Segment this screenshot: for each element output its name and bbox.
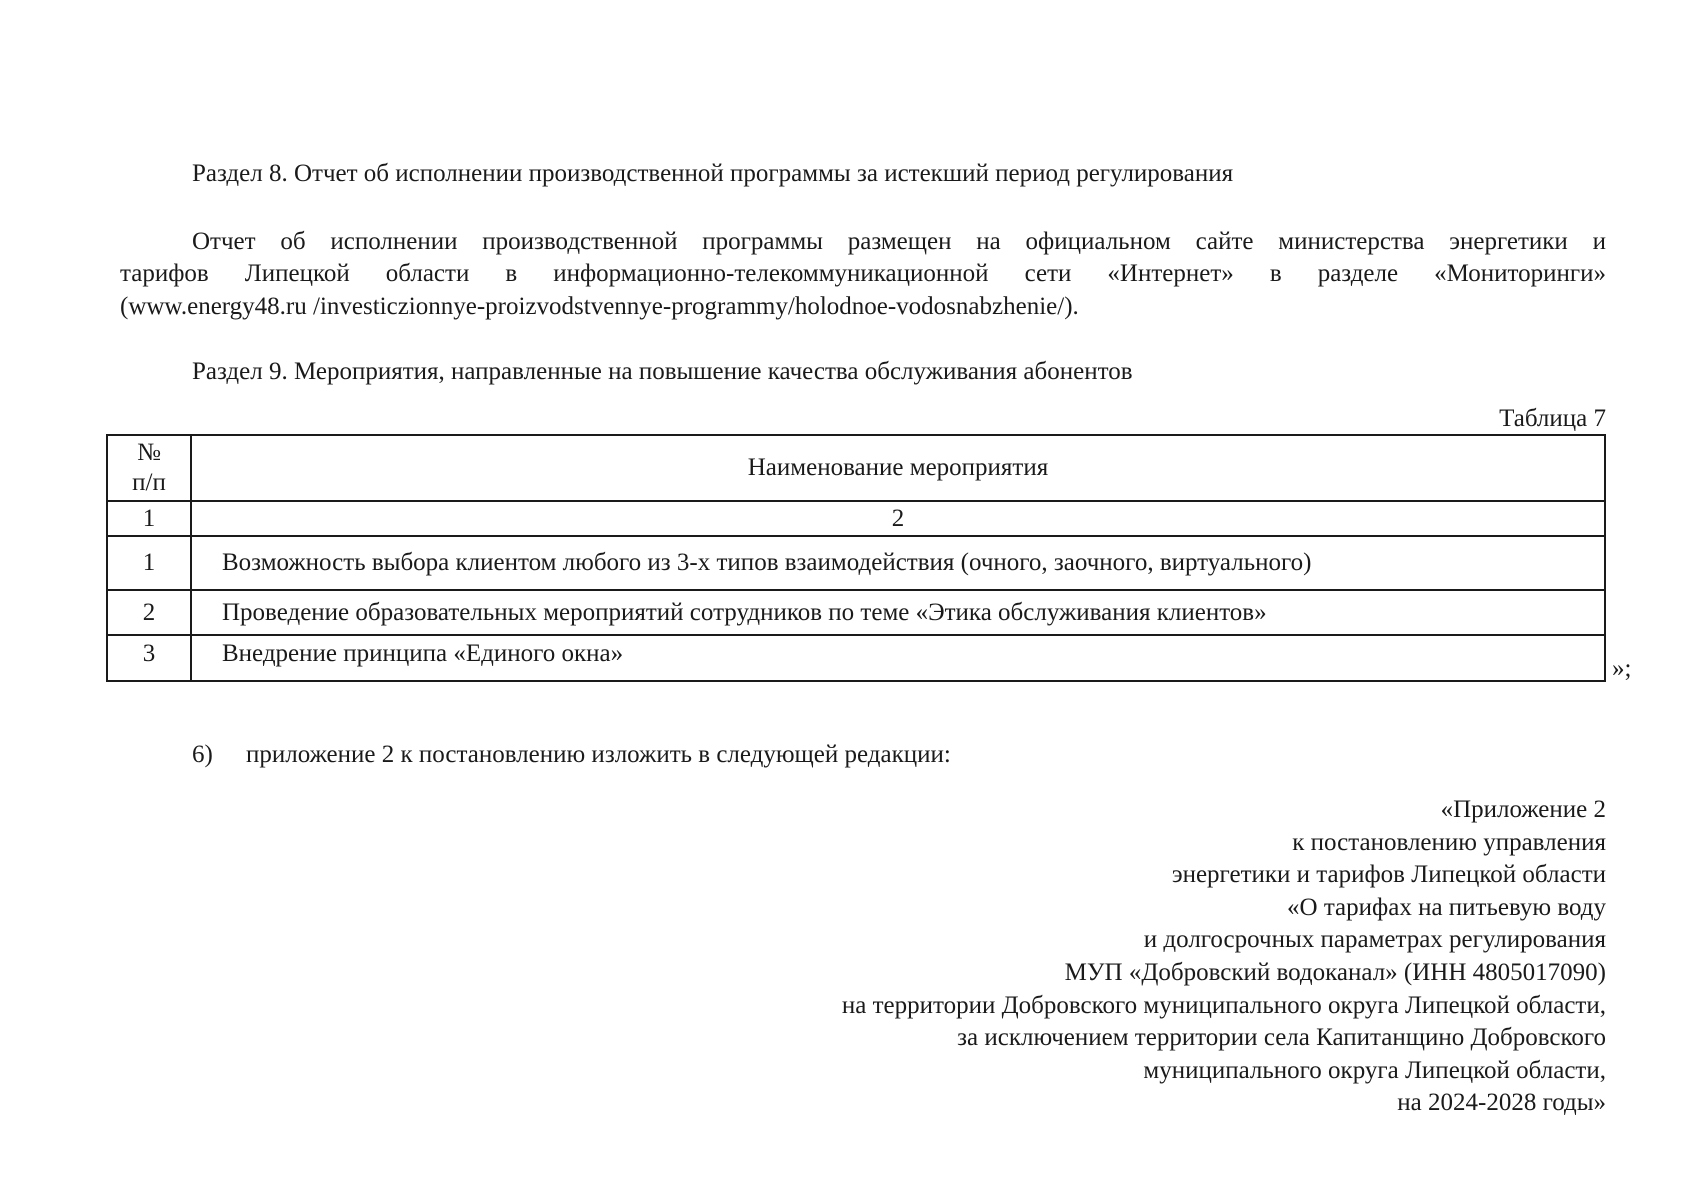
header-number-symbol: № xyxy=(137,439,161,466)
row-event-name: Внедрение принципа «Единого окна» xyxy=(191,635,1605,681)
report-paragraph-line-1: Отчет об исполнении производственной программы размещен на официальном сайте министерства энергетики и xyxy=(192,228,1606,255)
appendix-heading-line: энергетики и тарифов Липецкой области xyxy=(1171,861,1606,889)
appendix-heading-line: «О тарифах на питьевую воду xyxy=(1287,893,1606,921)
appendix-heading-line: и долгосрочных параметрах регулирования xyxy=(1143,926,1606,954)
header-number-cell xyxy=(107,435,191,501)
section-9-heading: Раздел 9. Мероприятия, направленные на повышение качества обслуживания абонентов xyxy=(192,358,1133,385)
table-caption: Таблица 7 xyxy=(1499,405,1606,432)
row-number: 3 xyxy=(107,635,191,681)
item-6-number: 6) xyxy=(192,741,213,768)
header-name-cell: Наименование мероприятия xyxy=(191,435,1605,501)
appendix-heading-line: за исключением территории села Капитанщино Добровского xyxy=(957,1024,1606,1052)
header-number-label: п/п xyxy=(132,469,166,496)
appendix-heading-line: на 2024-2028 годы» xyxy=(1397,1089,1606,1117)
appendix-heading-line: на территории Добровского муниципального округа Липецкой области, xyxy=(841,991,1606,1019)
row-event-name: Возможность выбора клиентом любого из 3-х типов взаимодействия (очного, заочного, виртуального) xyxy=(191,536,1605,590)
events-table xyxy=(106,434,1606,682)
table-row xyxy=(107,590,1605,635)
appendix-heading-line: «Приложение 2 xyxy=(1440,796,1606,823)
section-8-heading: Раздел 8. Отчет об исполнении производственной программы за истекший период регулирования xyxy=(192,160,1234,187)
row-event-name: Проведение образовательных мероприятий сотрудников по теме «Этика обслуживания клиентов» xyxy=(191,590,1605,635)
column-numbers-row xyxy=(107,501,1605,536)
table-header-row xyxy=(107,435,1605,501)
table-row xyxy=(107,635,1605,681)
appendix-heading-line: МУП «Добровский водоканал» (ИНН 4805017090) xyxy=(1064,958,1606,986)
report-paragraph-line-2: тарифов Липецкой области в информационно-телекоммуникационной сети «Интернет» в разделе «Мониторинги» xyxy=(120,260,1606,287)
appendix-heading-line: к постановлению управления xyxy=(1292,828,1606,856)
table-closing-quote: »; xyxy=(1612,655,1632,682)
column-number-1: 1 xyxy=(107,501,191,536)
table-row xyxy=(107,536,1605,590)
appendix-heading-block xyxy=(842,794,1606,1120)
row-number: 2 xyxy=(107,590,191,635)
report-paragraph-line-3: (www.energy48.ru /investiczionnye-proizvodstvennye-programmy/holodnoe-vodosnabzhenie/). xyxy=(120,293,1079,320)
appendix-heading-line: муниципального округа Липецкой области, xyxy=(1143,1056,1606,1084)
column-number-2: 2 xyxy=(191,501,1605,536)
item-6-text: приложение 2 к постановлению изложить в следующей редакции: xyxy=(246,741,951,768)
row-number: 1 xyxy=(107,536,191,590)
